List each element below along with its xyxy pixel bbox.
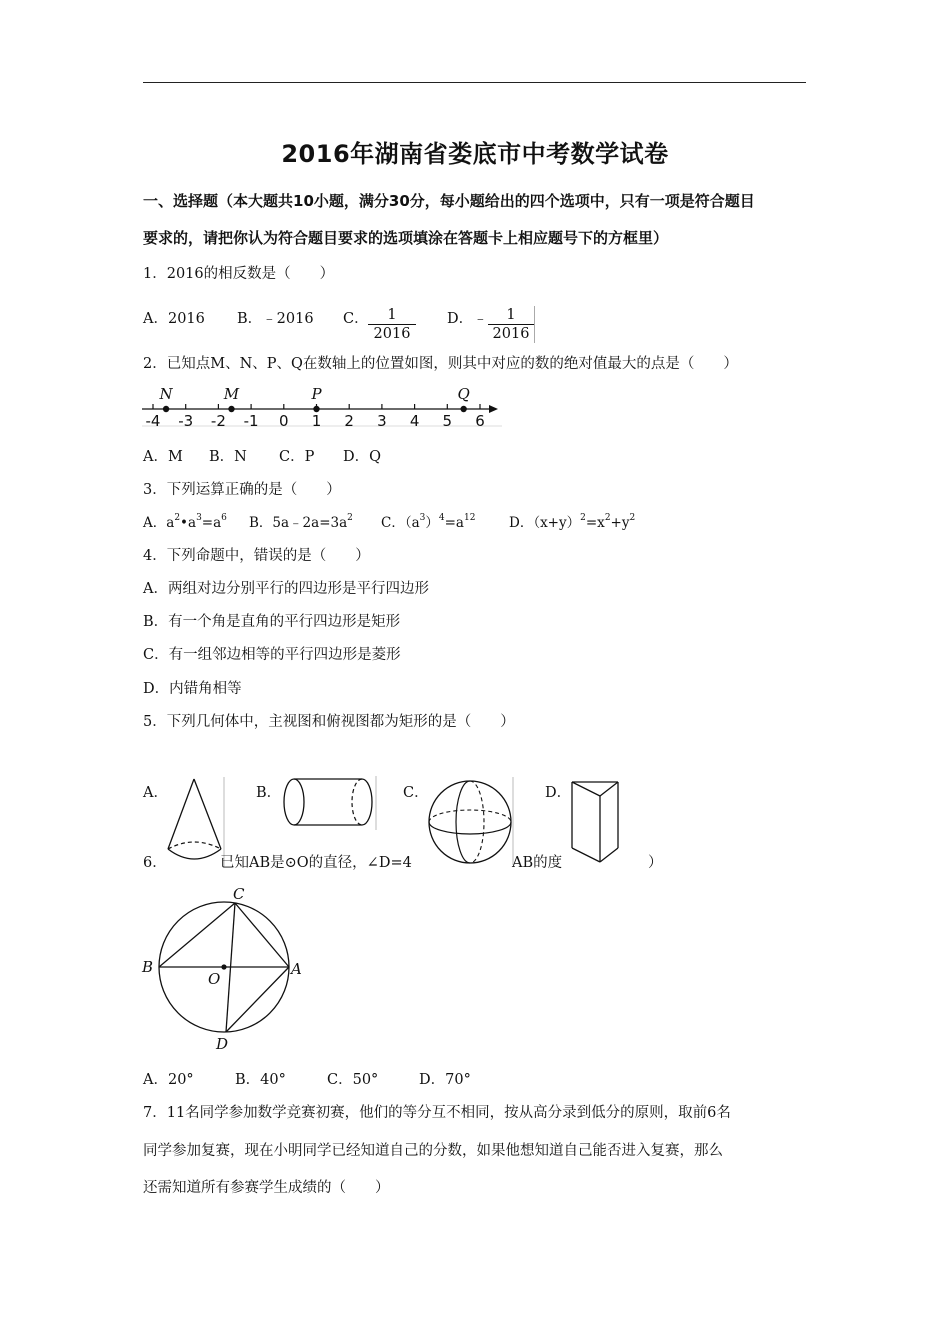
- q5-label-b: B．: [256, 785, 282, 801]
- section-heading-line2: 要求的，请把你认为符合题目要求的选项填涂在答题卡上相应题号下的方框里）: [143, 229, 669, 247]
- q2-option-b: B．N: [209, 449, 247, 465]
- q2-stem: 2．已知点M、N、P、Q在数轴上的位置如图，则其中对应的数的绝对值最大的点是（ ）: [143, 356, 738, 372]
- number-line-tick-label: -1: [243, 412, 259, 430]
- q1-option-b: B．﹣2016: [237, 311, 314, 327]
- q6-stem-fragment-2: AB的度: [512, 855, 563, 871]
- page-title: 2016年湖南省娄底市中考数学试卷: [281, 140, 669, 168]
- q7-line1: 7．11名同学参加数学竞赛初赛，他们的等分互不相同，按从高分录到低分的原则，取前6名: [143, 1105, 731, 1121]
- label-a: A: [291, 960, 302, 978]
- q5-label-c: C．: [403, 785, 429, 801]
- q1-option-d-fraction: [488, 306, 535, 343]
- label-b: B: [142, 958, 154, 976]
- q1-option-a: A．2016: [143, 311, 205, 327]
- number-line-point-label: M: [223, 385, 240, 403]
- q6-stem-fragment-3: ）: [648, 855, 663, 871]
- q1-c-numerator: 1: [368, 306, 416, 325]
- q4-option-c: C．有一组邻边相等的平行四边形是菱形: [143, 647, 401, 663]
- section-heading-line1: 一、选择题（本大题共10小题，满分30分，每小题给出的四个选项中，只有一项是符合题目: [143, 192, 755, 210]
- q1-stem: 1．2016的相反数是（ ）: [143, 266, 335, 282]
- q1-d-denominator: 2016: [492, 326, 530, 342]
- q6-option-c: C．50°: [327, 1072, 379, 1088]
- number-line-point-label: Q: [457, 385, 470, 403]
- q3-option-d: D．$(x+y)^2=x^2+y^2$: [509, 513, 636, 531]
- q6-option-b: B．40°: [235, 1072, 286, 1088]
- label-o: O: [208, 970, 221, 988]
- q2-option-c: C．P: [279, 449, 315, 465]
- number-line-point-label: N: [159, 385, 173, 403]
- q6-option-d: D．70°: [419, 1072, 471, 1088]
- q3-option-c: C．$(a^3)^4=a^{12}$: [381, 513, 476, 531]
- label-d: D: [216, 1035, 229, 1053]
- number-line-tick-label: 0: [279, 412, 289, 430]
- sphere-figure: [425, 777, 517, 869]
- number-line-point: [228, 406, 234, 412]
- q7-line2: 同学参加复赛，现在小明同学已经知道自己的分数，如果他想知道自己能否进入复赛，那么: [143, 1143, 723, 1159]
- q6-option-a: A．20°: [143, 1072, 194, 1088]
- number-line-tick-label: 1: [311, 412, 322, 430]
- q6-number: 6．: [143, 855, 167, 871]
- number-line-figure: [140, 382, 505, 432]
- q1-option-c-label: C．: [343, 311, 369, 327]
- q1-option-d-label: D．﹣: [447, 311, 488, 327]
- q2-option-a: A．M: [143, 449, 183, 465]
- label-c: C: [233, 885, 245, 903]
- number-line-tick-label: -4: [145, 412, 161, 430]
- q4-stem: 4．下列命题中，错误的是（ ）: [143, 548, 370, 564]
- q5-label-d: D．: [545, 785, 572, 801]
- q3-stem: 3．下列运算正确的是（ ）: [143, 482, 341, 498]
- q1-option-c-fraction: [368, 306, 416, 343]
- q7-line3: 还需知道所有参赛学生成绩的（ ）: [143, 1180, 390, 1196]
- cylinder-figure: [278, 776, 380, 832]
- number-line-point-label: P: [311, 385, 322, 403]
- q3-option-a: A．$a^2•a^3=a^6$: [143, 513, 227, 531]
- number-line-tick-label: 5: [442, 412, 453, 430]
- q5-label-a: A．: [143, 785, 168, 801]
- number-line-point: [313, 406, 319, 412]
- q3-option-b: B．$5a﹣2a=3a^2$: [249, 513, 353, 531]
- number-line-tick-label: 4: [409, 412, 420, 430]
- number-line-tick-label: 2: [344, 412, 354, 430]
- circle-figure: [138, 884, 308, 1054]
- number-line-tick-label: -2: [210, 412, 226, 430]
- q4-option-a: A．两组对边分别平行的四边形是平行四边形: [143, 581, 429, 597]
- q1-d-numerator: 1: [488, 306, 534, 325]
- number-line-tick-label: 3: [377, 412, 387, 430]
- number-line-point: [460, 406, 466, 412]
- q4-option-b: B．有一个角是直角的平行四边形是矩形: [143, 614, 401, 630]
- q1-c-denominator: 2016: [373, 326, 411, 342]
- header-rule: [143, 82, 806, 83]
- number-line-tick-label: 6: [475, 412, 485, 430]
- q4-option-d: D．内错角相等: [143, 681, 242, 697]
- q5-stem: 5．下列几何体中，主视图和俯视图都为矩形的是（ ）: [143, 714, 515, 730]
- number-line-tick-label: -3: [178, 412, 194, 430]
- q2-option-d: D．Q: [343, 449, 382, 465]
- q6-stem-fragment-1: 已知AB是⊙O的直径，∠D=4: [220, 855, 412, 871]
- prism-figure: [568, 778, 624, 868]
- number-line-point: [163, 406, 169, 412]
- cone-figure: [160, 777, 228, 869]
